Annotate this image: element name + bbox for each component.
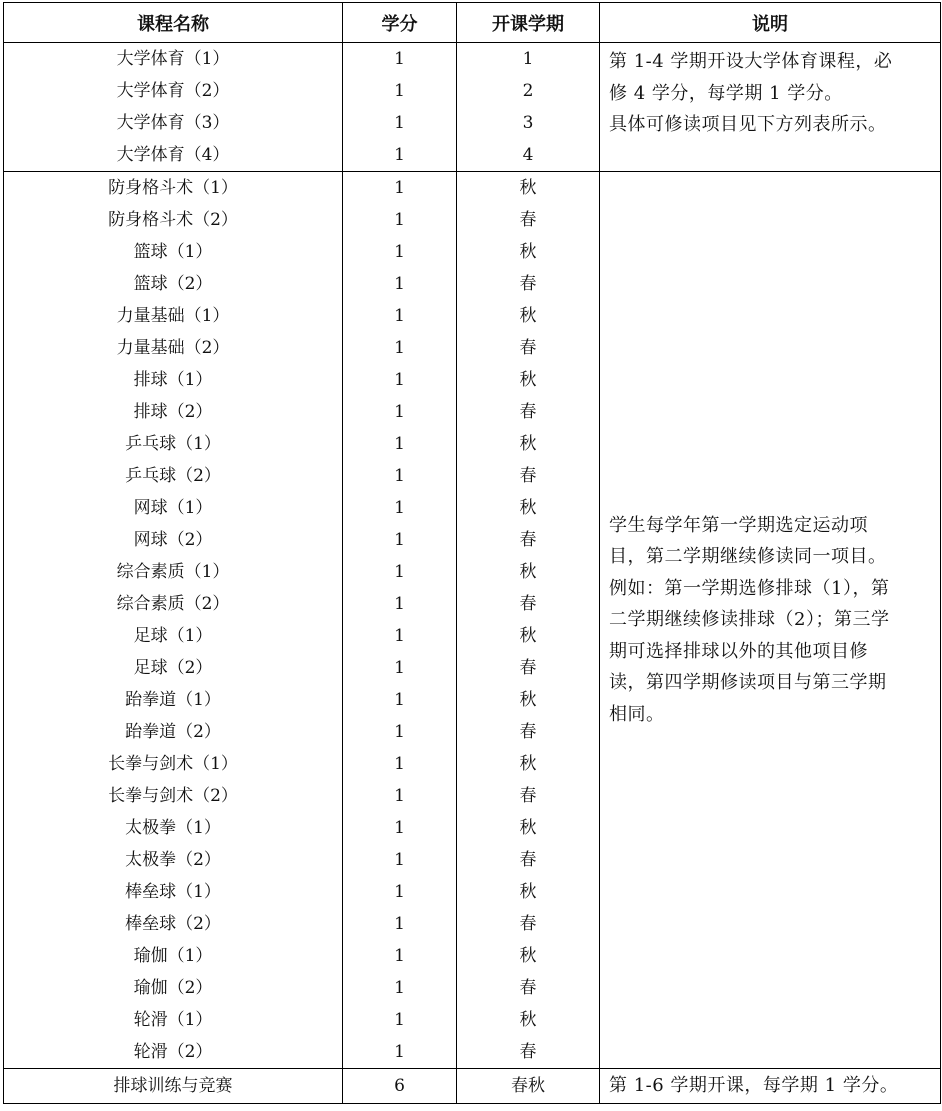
header-credit: 学分 bbox=[343, 3, 457, 43]
term-cell: 春 bbox=[457, 396, 600, 428]
term-cell: 春 bbox=[457, 780, 600, 812]
credit-cell: 1 bbox=[343, 460, 457, 492]
credit-cell: 1 bbox=[343, 524, 457, 556]
course-name-cell: 跆拳道（1） bbox=[4, 684, 343, 716]
course-name-cell: 乒乓球（2） bbox=[4, 460, 343, 492]
note-line: 学生每学年第一学期选定运动项 bbox=[609, 514, 868, 536]
table-row bbox=[4, 172, 941, 205]
term-cell: 秋 bbox=[457, 1004, 600, 1036]
credit-cell: 1 bbox=[343, 972, 457, 1004]
term-cell: 秋 bbox=[457, 876, 600, 908]
course-name-cell: 防身格斗术（1） bbox=[4, 172, 343, 205]
note-line: 第 1-4 学期开设大学体育课程，必 bbox=[609, 51, 893, 72]
credit-cell: 1 bbox=[343, 620, 457, 652]
course-name-cell: 足球（2） bbox=[4, 652, 343, 684]
note-cell bbox=[600, 1069, 941, 1104]
term-cell: 春 bbox=[457, 1036, 600, 1069]
term-cell: 秋 bbox=[457, 172, 600, 205]
term-cell: 4 bbox=[457, 139, 600, 172]
course-name-cell: 大学体育（2） bbox=[4, 75, 343, 107]
credit-cell: 1 bbox=[343, 236, 457, 268]
term-cell: 3 bbox=[457, 107, 600, 139]
note-line: 期可选择排球以外的其他项目修 bbox=[609, 640, 868, 662]
credit-cell: 1 bbox=[343, 940, 457, 972]
term-cell: 秋 bbox=[457, 556, 600, 588]
credit-cell: 1 bbox=[343, 107, 457, 139]
course-name-cell: 乒乓球（1） bbox=[4, 428, 343, 460]
term-cell: 秋 bbox=[457, 684, 600, 716]
course-table bbox=[3, 2, 941, 1104]
header-note: 说明 bbox=[600, 3, 941, 43]
credit-cell: 1 bbox=[343, 1036, 457, 1069]
credit-cell: 1 bbox=[343, 1004, 457, 1036]
course-name-cell: 综合素质（2） bbox=[4, 588, 343, 620]
course-name-cell: 太极拳（1） bbox=[4, 812, 343, 844]
note-line: 第 1-6 学期开课，每学期 1 学分。 bbox=[609, 1075, 899, 1096]
term-cell: 春 bbox=[457, 908, 600, 940]
term-cell: 秋 bbox=[457, 620, 600, 652]
course-name-cell: 篮球（1） bbox=[4, 236, 343, 268]
course-name-cell: 瑜伽（1） bbox=[4, 940, 343, 972]
credit-cell: 1 bbox=[343, 588, 457, 620]
course-name-cell: 排球训练与竞赛 bbox=[4, 1069, 343, 1104]
credit-cell: 1 bbox=[343, 908, 457, 940]
note-line: 读，第四学期修读项目与第三学期 bbox=[609, 672, 887, 694]
course-name-cell: 大学体育（4） bbox=[4, 139, 343, 172]
course-name-cell: 轮滑（1） bbox=[4, 1004, 343, 1036]
course-name-cell: 跆拳道（2） bbox=[4, 716, 343, 748]
note-line: 二学期继续修读排球（2）；第三学 bbox=[609, 609, 890, 631]
header-course-name: 课程名称 bbox=[4, 3, 343, 43]
course-name-cell: 太极拳（2） bbox=[4, 844, 343, 876]
course-name-cell: 长拳与剑术（1） bbox=[4, 748, 343, 780]
table-row bbox=[4, 43, 941, 76]
credit-cell: 1 bbox=[343, 204, 457, 236]
term-cell: 秋 bbox=[457, 748, 600, 780]
term-cell: 1 bbox=[457, 43, 600, 76]
term-cell: 春 bbox=[457, 524, 600, 556]
course-name-cell: 篮球（2） bbox=[4, 268, 343, 300]
course-name-cell: 力量基础（1） bbox=[4, 300, 343, 332]
credit-cell: 6 bbox=[343, 1069, 457, 1104]
credit-cell: 1 bbox=[343, 652, 457, 684]
term-cell: 秋 bbox=[457, 364, 600, 396]
credit-cell: 1 bbox=[343, 780, 457, 812]
term-cell: 春 bbox=[457, 652, 600, 684]
term-cell: 秋 bbox=[457, 300, 600, 332]
table-row bbox=[4, 1069, 941, 1104]
course-name-cell: 防身格斗术（2） bbox=[4, 204, 343, 236]
course-name-cell: 综合素质（1） bbox=[4, 556, 343, 588]
term-cell: 春 bbox=[457, 588, 600, 620]
note-line: 修 4 学分，每学期 1 学分。 bbox=[609, 82, 843, 104]
term-cell: 秋 bbox=[457, 492, 600, 524]
note-line: 相同。 bbox=[609, 703, 665, 725]
term-cell: 2 bbox=[457, 75, 600, 107]
table-body bbox=[4, 43, 941, 1104]
course-name-cell: 棒垒球（1） bbox=[4, 876, 343, 908]
credit-cell: 1 bbox=[343, 876, 457, 908]
credit-cell: 1 bbox=[343, 364, 457, 396]
course-name-cell: 棒垒球（2） bbox=[4, 908, 343, 940]
header-row bbox=[4, 3, 941, 43]
course-name-cell: 瑜伽（2） bbox=[4, 972, 343, 1004]
term-cell: 秋 bbox=[457, 428, 600, 460]
term-cell: 春 bbox=[457, 268, 600, 300]
course-name-cell: 长拳与剑术（2） bbox=[4, 780, 343, 812]
term-cell: 秋 bbox=[457, 236, 600, 268]
credit-cell: 1 bbox=[343, 43, 457, 76]
credit-cell: 1 bbox=[343, 492, 457, 524]
course-name-cell: 足球（1） bbox=[4, 620, 343, 652]
credit-cell: 1 bbox=[343, 844, 457, 876]
credit-cell: 1 bbox=[343, 332, 457, 364]
course-name-cell: 大学体育（1） bbox=[4, 43, 343, 76]
term-cell: 春秋 bbox=[457, 1069, 600, 1104]
note-line: 具体可修读项目见下方列表所示。 bbox=[609, 114, 887, 135]
header-term: 开课学期 bbox=[457, 3, 600, 43]
note-cell bbox=[600, 172, 941, 1069]
term-cell: 秋 bbox=[457, 940, 600, 972]
term-cell: 春 bbox=[457, 972, 600, 1004]
credit-cell: 1 bbox=[343, 139, 457, 172]
credit-cell: 1 bbox=[343, 748, 457, 780]
note-line: 例如：第一学期选修排球（1），第 bbox=[609, 577, 890, 599]
term-cell: 春 bbox=[457, 716, 600, 748]
course-name-cell: 网球（2） bbox=[4, 524, 343, 556]
term-cell: 春 bbox=[457, 332, 600, 364]
credit-cell: 1 bbox=[343, 556, 457, 588]
credit-cell: 1 bbox=[343, 716, 457, 748]
term-cell: 春 bbox=[457, 204, 600, 236]
credit-cell: 1 bbox=[343, 172, 457, 205]
course-name-cell: 排球（2） bbox=[4, 396, 343, 428]
course-name-cell: 网球（1） bbox=[4, 492, 343, 524]
term-cell: 秋 bbox=[457, 812, 600, 844]
course-name-cell: 力量基础（2） bbox=[4, 332, 343, 364]
credit-cell: 1 bbox=[343, 268, 457, 300]
term-cell: 春 bbox=[457, 460, 600, 492]
course-name-cell: 轮滑（2） bbox=[4, 1036, 343, 1069]
credit-cell: 1 bbox=[343, 396, 457, 428]
credit-cell: 1 bbox=[343, 428, 457, 460]
note-line: 目，第二学期继续修读同一项目。 bbox=[609, 546, 887, 568]
credit-cell: 1 bbox=[343, 75, 457, 107]
term-cell: 春 bbox=[457, 844, 600, 876]
credit-cell: 1 bbox=[343, 812, 457, 844]
course-name-cell: 大学体育（3） bbox=[4, 107, 343, 139]
note-cell bbox=[600, 43, 941, 172]
credit-cell: 1 bbox=[343, 300, 457, 332]
credit-cell: 1 bbox=[343, 684, 457, 716]
course-name-cell: 排球（1） bbox=[4, 364, 343, 396]
